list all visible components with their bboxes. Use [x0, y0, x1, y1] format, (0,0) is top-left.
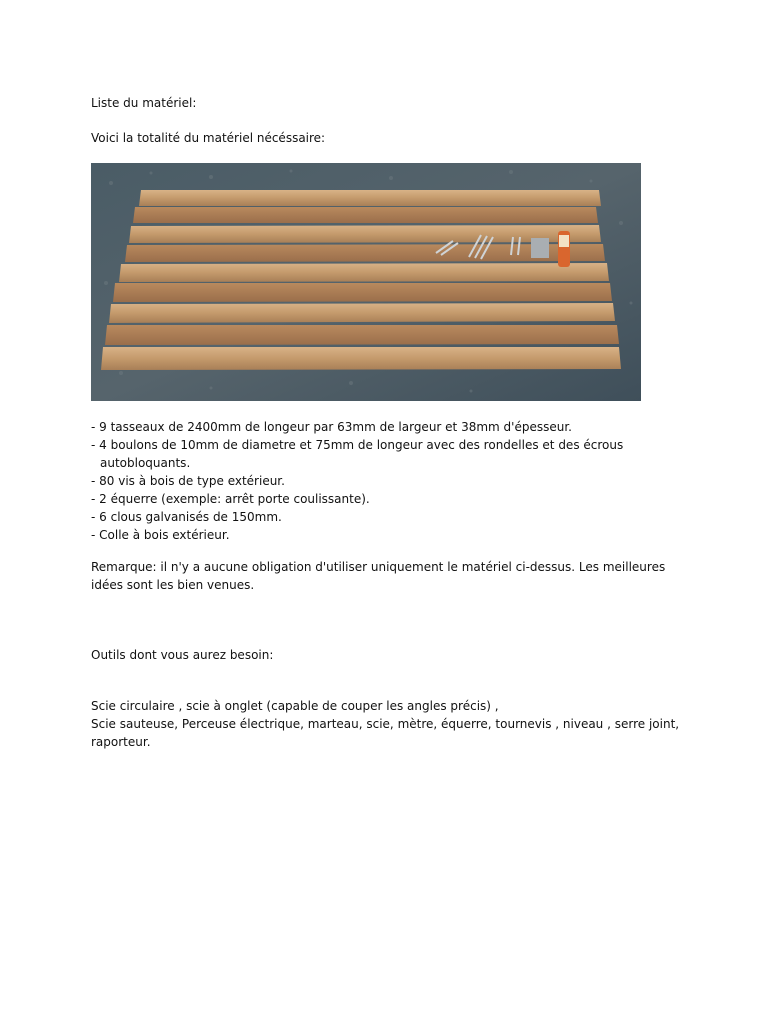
tools-line: Scie sauteuse, Perceuse électrique, marteau, scie, mètre, équerre, tournevis , niveau , serre joint, [91, 717, 680, 731]
materials-item-text: - Colle à bois extérieur. [91, 528, 230, 542]
materials-photo [91, 163, 641, 401]
remark-paragraph: Remarque: il n'y a aucune obligation d'utiliser uniquement le matériel ci-dessus. Les meilleures idées sont les bien venues. [91, 560, 666, 592]
materials-list-item [91, 418, 691, 436]
tools-line: Scie circulaire , scie à onglet (capable de couper les angles précis) , [91, 699, 499, 713]
materials-list-item [91, 508, 691, 526]
materials-list-item [91, 526, 691, 544]
materials-list [91, 418, 691, 544]
materials-item-text: - 2 équerre (exemple: arrêt porte coulissante). [91, 492, 370, 506]
tools-paragraph [91, 697, 691, 751]
tools-line: raporteur. [91, 735, 151, 749]
materials-list-item [91, 490, 691, 508]
materials-photo-image [91, 163, 641, 401]
materials-item-text: - 4 boulons de 10mm de diametre et 75mm de longeur avec des rondelles et des écrous [91, 438, 624, 452]
materials-item-text: - 6 clous galvanisés de 150mm. [91, 510, 282, 524]
materials-item-text: - 80 vis à bois de type extérieur. [91, 474, 285, 488]
tools-heading: Outils dont vous aurez besoin: [91, 648, 274, 662]
materials-heading: Liste du matériel: [91, 96, 197, 110]
materials-list-item [91, 436, 691, 472]
materials-item-text: - 9 tasseaux de 2400mm de longeur par 63mm de largeur et 38mm d'épesseur. [91, 420, 572, 434]
materials-intro: Voici la totalité du matériel nécéssaire: [91, 131, 326, 145]
materials-item-continuation: autobloquants. [100, 456, 191, 470]
materials-list-item [91, 472, 691, 490]
